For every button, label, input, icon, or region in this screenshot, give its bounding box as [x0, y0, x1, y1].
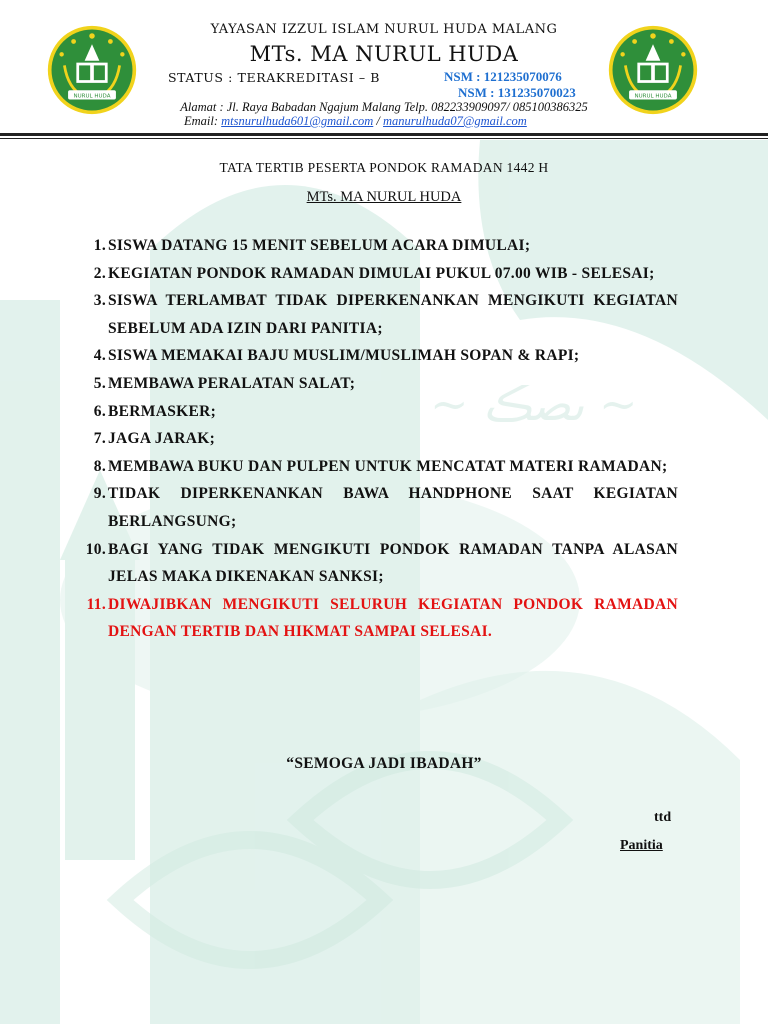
- rule-text: TIDAK DIPERKENANKAN BAWA HANDPHONE SAAT KEGIATAN BERLANGSUNG;: [108, 485, 678, 530]
- rule-number: 4.: [93, 347, 106, 365]
- rule-text: JAGA JARAK;: [108, 430, 216, 448]
- nsm-number-2: NSM : 131235070023: [458, 85, 576, 100]
- rule-text: DIWAJIBKAN MENGIKUTI SELURUH KEGIATAN PONDOK RAMADAN DENGAN TERTIB DAN HIKMAT SAMPAI SELESAI.: [108, 595, 678, 641]
- email-link-ma[interactable]: manurulhuda07@gmail.com: [383, 114, 527, 128]
- rule-text: SISWA TERLAMBAT TIDAK DIPERKENANKAN MENGIKUTI KEGIATAN SEBELUM ADA IZIN DARI PANITIA;: [108, 292, 678, 337]
- rule-item: [74, 425, 678, 453]
- rule-number: 7.: [93, 430, 106, 448]
- rule-number: 9.: [93, 485, 106, 503]
- document-subtitle: MTs. MA NURUL HUDA: [306, 189, 462, 205]
- email-label: Email:: [184, 114, 222, 128]
- closing-motto: “SEMOGA JADI IBADAH”: [286, 755, 482, 772]
- school-name: MTs. MA NURUL HUDA: [249, 42, 519, 66]
- rule-number: 6.: [93, 402, 106, 420]
- rule-number: 8.: [93, 457, 106, 475]
- rule-item: [74, 370, 678, 398]
- rule-text: MEMBAWA PERALATAN SALAT;: [108, 374, 356, 392]
- rule-item: [74, 398, 678, 426]
- nsm-number-1: NSM : 121235070076: [444, 69, 562, 84]
- foundation-name: YAYASAN IZZUL ISLAM NURUL HUDA MALANG: [210, 22, 558, 37]
- rule-item-highlighted: [74, 591, 678, 646]
- signature-committee: Panitia: [620, 838, 663, 853]
- emblem-banner-text: NURUL HUDA: [73, 93, 111, 100]
- rule-item: [74, 287, 678, 342]
- rule-text: SISWA MEMAKAI BAJU MUSLIM/MUSLIMAH SOPAN & RAPI;: [108, 347, 580, 365]
- rule-number: 10.: [85, 540, 106, 558]
- rule-item: [74, 260, 678, 288]
- rule-item: [74, 480, 678, 535]
- rule-text: SISWA DATANG 15 MENIT SEBELUM ACARA DIMULAI;: [108, 237, 531, 254]
- rule-number: 11.: [86, 595, 106, 613]
- document-title: TATA TERTIB PESERTA PONDOK RAMADAN 1442 H: [219, 160, 549, 175]
- rule-item: [74, 453, 678, 481]
- svg-text:~ ىصڪ ~: ~ ىصڪ ~: [430, 377, 638, 431]
- email-link-mts[interactable]: mtsnurulhuda601@gmail.com: [221, 114, 374, 128]
- rules-list: [74, 232, 678, 646]
- signature-ttd: ttd: [654, 810, 672, 825]
- emblem-banner-text: NURUL HUDA: [634, 93, 672, 100]
- rule-item: [74, 232, 678, 260]
- email-separator: /: [373, 114, 384, 128]
- rule-number: 2.: [93, 264, 106, 282]
- rule-number: 3.: [93, 292, 106, 310]
- school-address: Alamat : Jl. Raya Babadan Ngajum Malang Telp. 082233909097/ 085100386325: [180, 100, 588, 114]
- letterhead-divider-thick: [0, 133, 768, 136]
- email-line: [184, 114, 527, 129]
- rule-number: 1.: [93, 237, 106, 254]
- rule-text: MEMBAWA BUKU DAN PULPEN UNTUK MENCATAT MATERI RAMADAN;: [108, 457, 668, 475]
- accreditation-status: STATUS : TERAKREDITASI – B: [168, 70, 381, 85]
- rule-text: KEGIATAN PONDOK RAMADAN DIMULAI PUKUL 07.00 WIB - SELESAI;: [108, 264, 655, 282]
- rule-text: BAGI YANG TIDAK MENGIKUTI PONDOK RAMADAN TANPA ALASAN JELAS MAKA DIKENAKAN SANKSI;: [108, 540, 678, 586]
- letterhead-divider-thin: [0, 138, 768, 139]
- rule-item: [74, 342, 678, 370]
- rule-number: 5.: [93, 374, 106, 392]
- rule-item: [74, 536, 678, 591]
- rule-text: BERMASKER;: [108, 402, 217, 420]
